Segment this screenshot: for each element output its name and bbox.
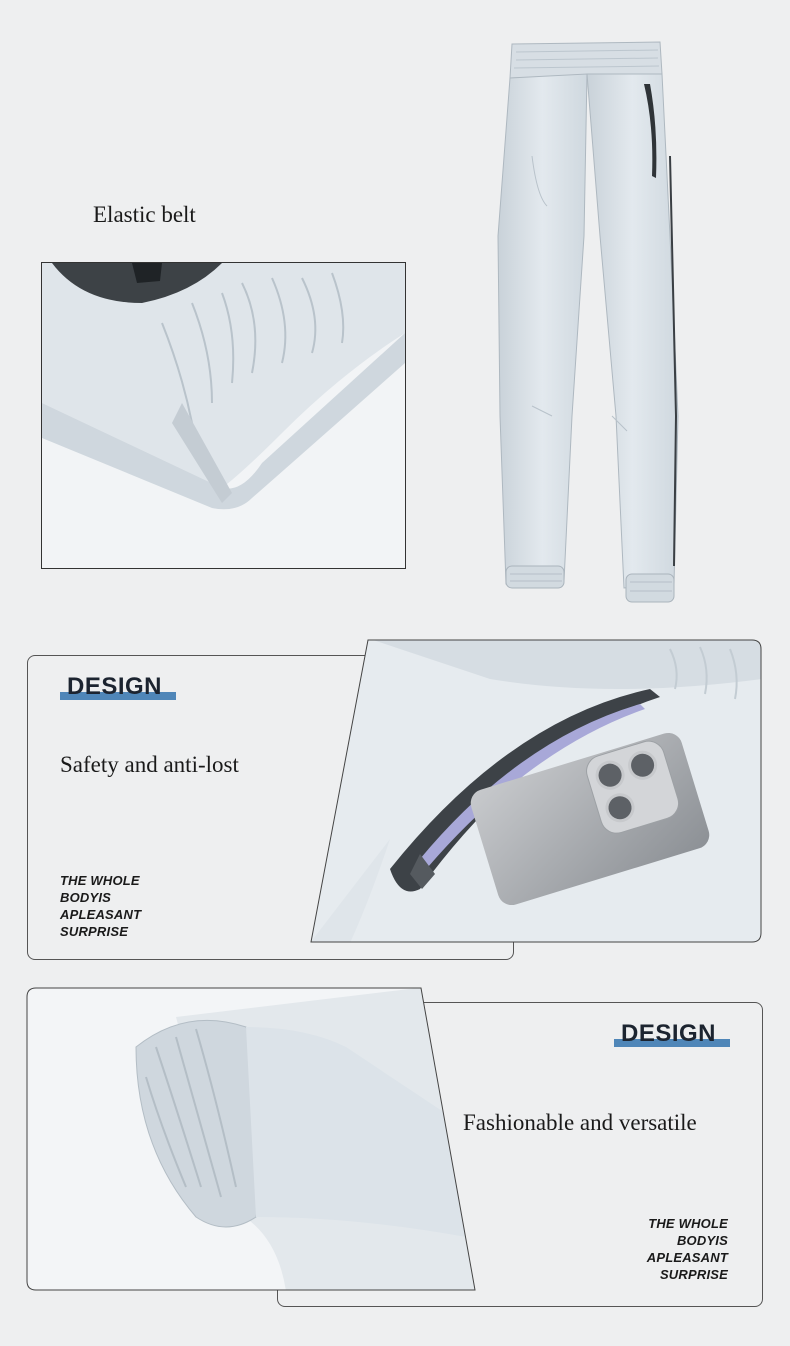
design-heading-2: DESIGN — [621, 1020, 717, 1047]
safety-subtitle: Safety and anti-lost — [60, 752, 239, 777]
product-pants-image — [492, 36, 682, 611]
elastic-belt-label: Elastic belt — [93, 202, 196, 227]
fashionable-subtitle: Fashionable and versatile — [463, 1110, 697, 1135]
tagline-line: SURPRISE — [60, 924, 129, 939]
tagline-line: APLEASANT — [60, 907, 142, 922]
tagline-line: SURPRISE — [659, 1267, 728, 1282]
design-heading-1: DESIGN — [67, 673, 163, 700]
elastic-belt-photo-frame — [41, 262, 406, 569]
elastic-belt-closeup-image — [42, 263, 405, 568]
tagline-line: THE WHOLE — [648, 1216, 728, 1231]
tagline-line: THE WHOLE — [60, 873, 140, 888]
tagline-line: APLEASANT — [646, 1250, 728, 1265]
pocket-closeup-image — [310, 639, 762, 943]
tagline-1 — [60, 872, 141, 940]
cuff-closeup-image — [26, 987, 476, 1291]
tagline-2 — [647, 1215, 728, 1283]
tagline-line: BODYIS — [60, 890, 112, 905]
tagline-line: BODYIS — [676, 1233, 728, 1248]
